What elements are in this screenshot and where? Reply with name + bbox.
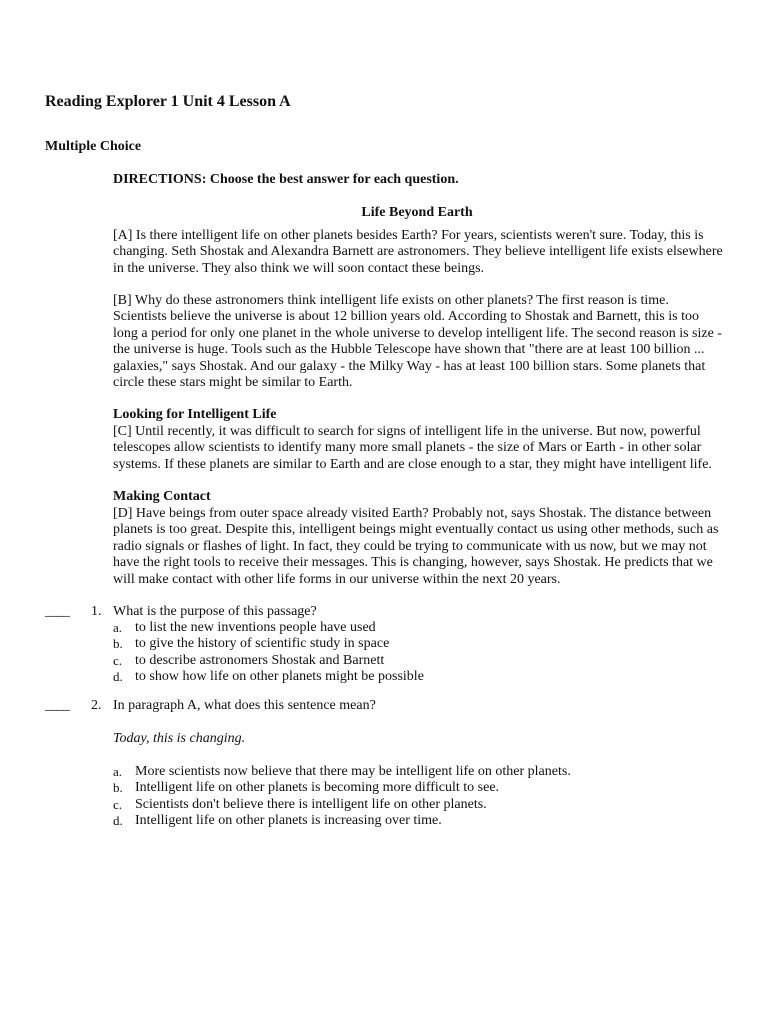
option-text: More scientists now believe that there may be intelligent life on other planets. (135, 764, 571, 779)
option-letter: a. (113, 620, 123, 635)
section-title: Multiple Choice (45, 139, 142, 154)
option-letter: d. (113, 813, 123, 829)
question-text: In paragraph A, what does this sentence mean? (113, 698, 376, 713)
directions: DIRECTIONS: Choose the best answer for each question. (113, 172, 459, 187)
option-text: to give the history of scientific study in space (135, 636, 390, 652)
document-title: Reading Explorer 1 Unit 4 Lesson A (45, 93, 291, 110)
option-letter: c. (113, 652, 123, 668)
heading-looking-for-life: Looking for Intelligent Life (113, 407, 277, 422)
answer-blank[interactable]: ____ (45, 698, 69, 713)
option-letter: a. (113, 764, 123, 779)
paragraph-c: [C] Until recently, it was difficult to search for signs of intelligent life in the universe. But now, powerful telescopes allow scientists to identify many more small planets - the size of Mars or Earth - in other solar systems. If these planets are similar to Earth and are close enough to a star, they might have intelligent life. (113, 424, 712, 472)
answer-blank[interactable]: ____ (45, 604, 69, 619)
option-text: Intelligent life on other planets is increasing over time. (135, 813, 442, 829)
option-text: Intelligent life on other planets is becoming more difficult to see. (135, 780, 500, 796)
option-text: to list the new inventions people have used (135, 620, 376, 635)
option-text: to show how life on other planets might be possible (135, 669, 424, 685)
passage-title: Life Beyond Earth (361, 205, 473, 220)
question-number: 1. (91, 604, 102, 619)
option-letter: c. (113, 796, 123, 812)
paragraph-b: [B] Why do these astronomers think intelligent life exists on other planets? The first reason is time. Scientists believe the universe is about 12 billion years old. According to Shostak and Barnett, this is too long a period for only one planet in the whole universe to develop intelligent life. The second reason is size - the universe is huge. Tools such as the Hubble Telescope have shown that "there are at least 100 billion ... galaxies," says Shostak. And our galaxy - the Milky Way - has at least 100 billion stars. Some planets that circle these stars might be similar to Earth. (113, 293, 722, 391)
question-text: What is the purpose of this passage? (113, 604, 317, 619)
heading-making-contact: Making Contact (113, 489, 211, 504)
option-letter: d. (113, 669, 123, 685)
quoted-sentence: Today, this is changing. (113, 731, 246, 746)
paragraph-a: [A] Is there intelligent life on other planets besides Earth? For years, scientists weren't sure. Today, this is changing. Seth Shostak and Alexandra Barnett are astronomers. They believe intelligent life exists elsewhere in the universe. They also think we will soon contact these beings. (113, 228, 723, 276)
paragraph-d: [D] Have beings from outer space already visited Earth? Probably not, says Shostak. The distance between planets is too great. Despite this, intelligent beings might eventually contact us using other methods, such as radio signals or flashes of light. In fact, they could be trying to communicate with us now, but we may not have the right tools to receive their messages. This is changing, however, says Shostak. He predicts that we will make contact with other life forms in our universe within the next 20 years. (113, 506, 719, 587)
option-text: Scientists don't believe there is intelligent life on other planets. (135, 796, 487, 812)
question-number: 2. (91, 698, 102, 713)
option-letter: b. (113, 636, 123, 652)
option-letter: b. (113, 780, 123, 796)
option-text: to describe astronomers Shostak and Barnett (135, 652, 385, 668)
